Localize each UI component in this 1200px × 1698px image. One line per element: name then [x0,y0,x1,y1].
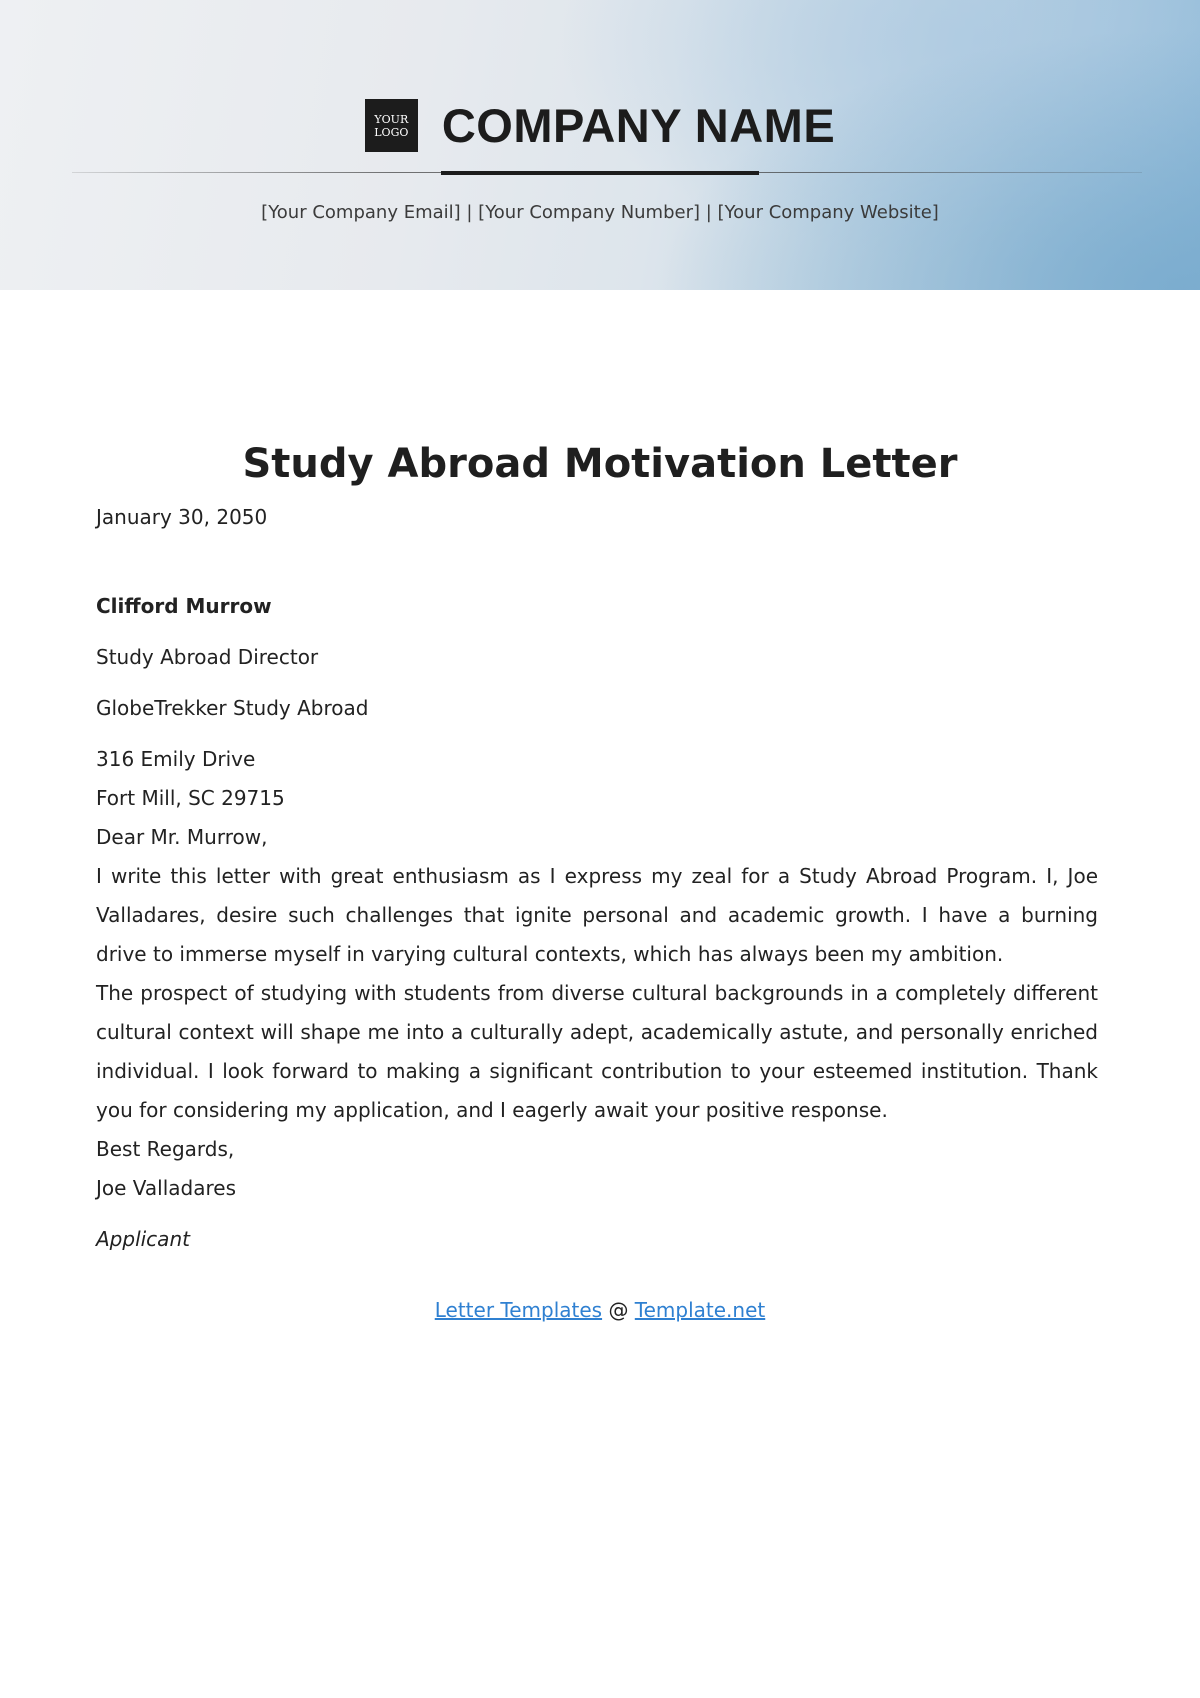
letter-body [96,498,1098,1259]
salutation: Dear Mr. Murrow, [96,825,268,849]
logo-text-line2: LOGO [374,125,409,139]
brand-row [0,98,1200,153]
company-contact-line: [Your Company Email] | [Your Company Number] | [Your Company Website] [261,202,939,223]
recipient-address-line1: 316 Emily Drive [96,747,256,771]
sender-role: Applicant [96,1227,190,1251]
letter-templates-link[interactable]: Letter Templates [434,1298,603,1322]
recipient-organization: GlobeTrekker Study Abroad [96,696,369,720]
template-net-link[interactable]: Template.net [634,1298,766,1322]
recipient-name: Clifford Murrow [96,594,272,618]
recipient-position: Study Abroad Director [96,645,319,669]
closing: Best Regards, [96,1137,235,1161]
company-logo [365,99,418,152]
recipient-address-line2: Fort Mill, SC 29715 [96,786,285,810]
body-paragraph-1: I write this letter with great enthusiasm as I express my zeal for a Study Abroad Program. I, Joe Valladares, desire such challenges that ignite personal and academic growth. I have a burning drive to immerse myself in varying cultural contexts, which has always been my ambition. [96,864,1098,966]
logo-text-line1: YOUR [374,112,409,126]
company-name: COMPANY NAME [441,99,836,152]
body-paragraph-2: The prospect of studying with students from diverse cultural backgrounds in a completely different cultural context will shape me into a culturally adept, academically astute, and personally enriched individual. I look forward to making a significant contribution to your esteemed institution. Thank you for considering my application, and I eagerly await your positive response. [96,981,1098,1122]
footer-separator: @ [608,1298,629,1322]
header-divider-accent [441,171,759,175]
letter-date: January 30, 2050 [96,505,268,529]
sender-name: Joe Valladares [96,1176,237,1200]
letterhead-banner [0,0,1200,290]
letter-title: Study Abroad Motivation Letter [242,441,958,487]
footer-attribution [0,1298,1200,1322]
